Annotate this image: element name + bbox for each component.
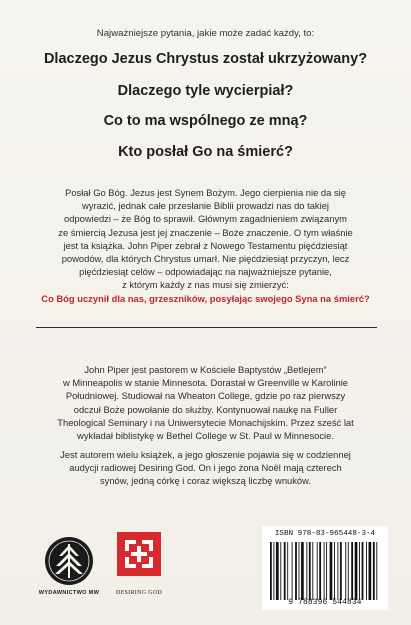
publisher-label-mw: WYDAWNICTWO MW [38,590,100,596]
description-line: powodów, dla których Chrystus umarł. Nie pięćdziesiąt przyczyn, lecz [61,253,350,265]
bio-line: wykładał biblistykę w Bethel College w St. Paul w Minnesocie. [77,430,334,442]
question-4: Kto posłał Go na śmierć? [118,144,293,160]
isbn-text: ISBN 978-83-965448-3-4 [274,530,376,538]
barcode-icon [270,542,380,600]
question-3: Co to ma wspólnego ze mną? [103,113,308,129]
question-1: Dlaczego Jezus Chrystus został ukrzyżowany? [43,51,368,67]
description-line: odpowiedzi – że Bóg to sprawił. Głównym zagadnieniem związanym [64,213,347,225]
description-line: pięćdziesiąt celów – odpowiadając na najważniejsze pytanie, [79,266,332,278]
wydawnictwo-mw-logo-icon [44,536,94,586]
bio-line: John Piper jest pastorem w Kościele Baptystów „Betlejem” [84,364,327,375]
description-line: ze śmiercią Jezusa jest jej znaczenie – Boże znaczenie. O tym właśnie [58,226,353,238]
highlight-question: Co Bóg uczynił dla nas, grzeszników, posyłając swojego Syna na śmierć? [41,292,370,304]
bio-line: synów, jedną córkę i coraz większą liczbę wnuków. [99,475,312,487]
bio-line: w Minneapolis w stanie Minnesota. Dorastał w Greenville w Karolinie [62,377,349,389]
desiring-god-logo-icon [117,532,161,576]
bio-line: audycji radiowej Desiring God. On i jego żona Noël mają czterech [69,462,342,474]
description-line: jest ta książka. John Piper zebrał z Nowego Testamentu pięćdziesiąt [63,239,348,251]
description-paragraph [20,186,391,305]
bio-line: Jest autorem wielu książek, a jego głoszenie pojawia się w codziennej [60,449,351,460]
barcode-digits: 9 788396 544834 [288,599,362,607]
description-line: Posłał Go Bóg. Jezus jest Synem Bożym. Jego cierpienia nie da się [65,187,346,198]
publisher-label-dg: DESIRING GOD [115,590,163,596]
bio-line: Południowej. Studiował na Wheaton College, gdzie po raz pierwszy [65,390,346,402]
author-bio-2 [20,448,391,488]
description-line: wyrazić, jednak całe przesłanie Biblii prowadzi nas do takiej [82,200,329,212]
bio-line: Theological Seminary i na Uniwersytecie Monachijskim. Przez sześć lat [57,416,354,428]
bio-line: odczuł Boże powołanie do służby. Kontynuował naukę na Fuller [73,403,338,415]
question-2: Dlaczego tyle wycierpiał? [117,83,294,99]
description-line: z którym każdy z nas musi się zmierzyć: [122,279,289,291]
section-divider [36,327,377,328]
author-bio [20,363,391,442]
intro-text: Najważniejsze pytania, jakie może zadać każdy, to: [96,28,315,39]
